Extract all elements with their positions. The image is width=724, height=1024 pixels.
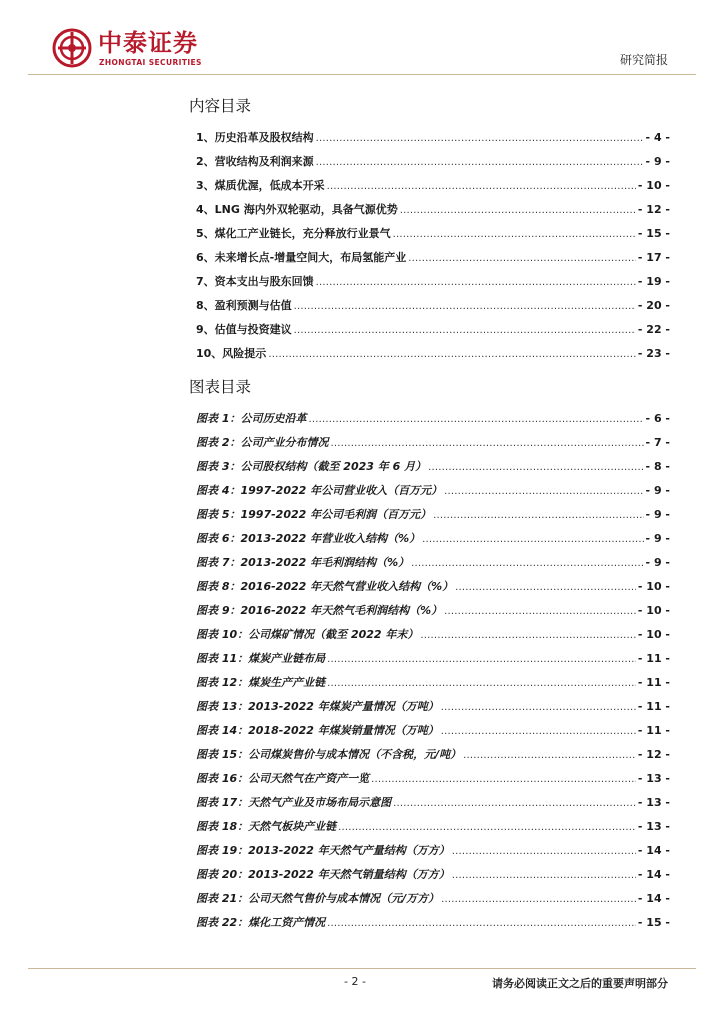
logo-english-name: ZHONGTAI SECURITIES bbox=[99, 58, 202, 67]
toc-leader-dots bbox=[400, 198, 636, 223]
toc-entry[interactable] bbox=[196, 791, 670, 815]
toc-entry-page: - 10 - bbox=[637, 179, 670, 192]
toc-entry[interactable] bbox=[196, 599, 670, 623]
company-logo bbox=[52, 28, 227, 72]
toc-leader-dots bbox=[455, 575, 636, 600]
toc-entry-label: 图表 2：公司产业分布情况 bbox=[196, 436, 329, 449]
toc-entry[interactable] bbox=[196, 246, 670, 270]
toc-entry-page: - 6 - bbox=[645, 412, 670, 425]
toc-leader-dots bbox=[327, 911, 636, 936]
toc-entry-label: 7、资本支出与股东回馈 bbox=[196, 275, 314, 288]
toc-leader-dots bbox=[371, 767, 636, 792]
toc-leader-dots bbox=[444, 599, 636, 624]
toc-entry-page: - 14 - bbox=[637, 868, 670, 881]
header-divider bbox=[28, 74, 696, 75]
toc-entry-label: 图表 19：2013-2022 年天然气产量结构（万方） bbox=[196, 844, 450, 857]
toc-leader-dots bbox=[408, 246, 636, 271]
toc-entry-page: - 22 - bbox=[637, 323, 670, 336]
toc-entry[interactable] bbox=[196, 527, 670, 551]
toc-entry-page: - 9 - bbox=[645, 556, 670, 569]
toc-leader-dots bbox=[441, 887, 636, 912]
toc-entry-label: 图表 22：煤化工资产情况 bbox=[196, 916, 326, 929]
toc-entry-page: - 11 - bbox=[637, 700, 670, 713]
toc-leader-dots bbox=[422, 527, 643, 552]
toc-entry-label: 图表 15：公司煤炭售价与成本情况（不含税，元/吨） bbox=[196, 748, 462, 761]
toc-leader-dots bbox=[308, 407, 643, 432]
toc-entry-label: 1、历史沿革及股权结构 bbox=[196, 131, 314, 144]
toc-leader-dots bbox=[393, 791, 636, 816]
toc-leader-dots bbox=[420, 623, 635, 648]
toc-leader-dots bbox=[316, 270, 636, 295]
toc-entry-page: - 14 - bbox=[637, 844, 670, 857]
toc-entry[interactable] bbox=[196, 455, 670, 479]
toc-entry-label: 6、未来增长点-增量空间大，布局氢能产业 bbox=[196, 251, 407, 264]
toc-entry-label: 图表 11：煤炭产业链布局 bbox=[196, 652, 326, 665]
toc-entry-page: - 11 - bbox=[637, 724, 670, 737]
toc-entry-page: - 9 - bbox=[645, 484, 670, 497]
footer-divider bbox=[28, 968, 696, 969]
toc-entry[interactable] bbox=[196, 767, 670, 791]
toc-entry-label: 图表 13：2013-2022 年煤炭产量情况（万吨） bbox=[196, 700, 439, 713]
toc-entry[interactable] bbox=[196, 551, 670, 575]
zhongtai-logo-icon bbox=[52, 28, 92, 68]
toc-entry-page: - 15 - bbox=[637, 227, 670, 240]
toc-entry[interactable] bbox=[196, 198, 670, 222]
toc-entry[interactable] bbox=[196, 126, 670, 150]
toc-leader-dots bbox=[433, 503, 643, 528]
toc-entry-label: 2、营收结构及利润来源 bbox=[196, 155, 314, 168]
toc-entry-page: - 11 - bbox=[637, 676, 670, 689]
toc-leader-dots bbox=[327, 671, 636, 696]
toc-leader-dots bbox=[316, 150, 644, 175]
disclaimer-note: 请务必阅读正文之后的重要声明部分 bbox=[492, 977, 668, 990]
toc-entry-label: 9、估值与投资建议 bbox=[196, 323, 292, 336]
toc-entry-label: 10、风险提示 bbox=[196, 347, 267, 360]
toc-entry-page: - 19 - bbox=[637, 275, 670, 288]
toc-entry-label: 3、煤质优渥，低成本开采 bbox=[196, 179, 325, 192]
toc-entry-page: - 9 - bbox=[645, 155, 670, 168]
toc-entry-label: 图表 6：2013-2022 年营业收入结构（%） bbox=[196, 532, 421, 545]
toc-entry[interactable] bbox=[196, 887, 670, 911]
toc-leader-dots bbox=[330, 431, 643, 456]
toc-entry-label: 4、LNG 海内外双轮驱动，具备气源优势 bbox=[196, 203, 398, 216]
toc-entry-page: - 9 - bbox=[645, 532, 670, 545]
toc-leader-dots bbox=[393, 222, 636, 247]
logo-chinese-name: 中泰证券 bbox=[98, 29, 198, 57]
toc-entry[interactable] bbox=[196, 815, 670, 839]
toc-entry-label: 图表 3：公司股权结构（截至 2023 年 6 月） bbox=[196, 460, 427, 473]
toc-leader-dots bbox=[463, 743, 636, 768]
toc-entry-label: 图表 17：天然气产业及市场布局示意图 bbox=[196, 796, 392, 809]
toc-entry[interactable] bbox=[196, 623, 670, 647]
toc-entry-label: 图表 7：2013-2022 年毛利润结构（%） bbox=[196, 556, 410, 569]
toc-entry-page: - 7 - bbox=[645, 436, 670, 449]
toc-entry[interactable] bbox=[196, 911, 670, 935]
toc-entry-label: 图表 5：1997-2022 年公司毛利润（百万元） bbox=[196, 508, 432, 521]
toc-entry-page: - 8 - bbox=[645, 460, 670, 473]
toc-entry-page: - 10 - bbox=[637, 604, 670, 617]
toc-leader-dots bbox=[327, 174, 636, 199]
toc-entry-page: - 10 - bbox=[637, 628, 670, 641]
toc-entry[interactable] bbox=[196, 863, 670, 887]
toc-entry[interactable] bbox=[196, 671, 670, 695]
toc-entry-label: 图表 18：天然气板块产业链 bbox=[196, 820, 337, 833]
toc-leader-dots bbox=[294, 294, 636, 319]
page-number: - 2 - bbox=[344, 975, 366, 988]
figures-list bbox=[196, 407, 670, 935]
toc-entry-label: 8、盈利预测与估值 bbox=[196, 299, 292, 312]
toc-entry[interactable] bbox=[196, 318, 670, 342]
toc-leader-dots bbox=[338, 815, 636, 840]
toc-entry-label: 图表 9：2016-2022 年天然气毛利润结构（%） bbox=[196, 604, 443, 617]
toc-entry-page: - 12 - bbox=[637, 748, 670, 761]
toc-entry-page: - 9 - bbox=[645, 508, 670, 521]
toc-entry-page: - 4 - bbox=[645, 131, 670, 144]
toc-leader-dots bbox=[428, 455, 643, 480]
figures-title: 图表目录 bbox=[189, 378, 252, 396]
contents-title: 内容目录 bbox=[189, 97, 252, 115]
toc-leader-dots bbox=[268, 342, 636, 367]
toc-entry[interactable] bbox=[196, 294, 670, 318]
toc-entry[interactable] bbox=[196, 222, 670, 246]
toc-entry-page: - 13 - bbox=[637, 820, 670, 833]
toc-leader-dots bbox=[452, 839, 636, 864]
toc-entry-page: - 14 - bbox=[637, 892, 670, 905]
toc-leader-dots bbox=[411, 551, 643, 576]
toc-entry[interactable] bbox=[196, 575, 670, 599]
toc-entry[interactable] bbox=[196, 839, 670, 863]
toc-entry-label: 图表 4：1997-2022 年公司营业收入（百万元） bbox=[196, 484, 443, 497]
toc-entry-page: - 12 - bbox=[637, 203, 670, 216]
toc-leader-dots bbox=[452, 863, 636, 888]
toc-entry-label: 图表 12：煤炭生产产业链 bbox=[196, 676, 326, 689]
toc-entry[interactable] bbox=[196, 174, 670, 198]
toc-leader-dots bbox=[444, 479, 643, 504]
toc-entry[interactable] bbox=[196, 695, 670, 719]
toc-entry-label: 图表 16：公司天然气在产资产一览 bbox=[196, 772, 370, 785]
toc-entry-page: - 15 - bbox=[637, 916, 670, 929]
toc-entry[interactable] bbox=[196, 503, 670, 527]
toc-entry[interactable] bbox=[196, 743, 670, 767]
toc-entry-label: 图表 14：2018-2022 年煤炭销量情况（万吨） bbox=[196, 724, 439, 737]
toc-entry[interactable] bbox=[196, 719, 670, 743]
toc-leader-dots bbox=[294, 318, 636, 343]
toc-entry-page: - 20 - bbox=[637, 299, 670, 312]
toc-entry-label: 图表 10：公司煤矿情况（截至 2022 年末） bbox=[196, 628, 419, 641]
toc-entry-page: - 11 - bbox=[637, 652, 670, 665]
toc-entry[interactable] bbox=[196, 407, 670, 431]
toc-entry[interactable] bbox=[196, 270, 670, 294]
toc-entry-page: - 13 - bbox=[637, 772, 670, 785]
toc-leader-dots bbox=[327, 647, 636, 672]
toc-entry-label: 图表 21：公司天然气售价与成本情况（元/万方） bbox=[196, 892, 440, 905]
toc-entry[interactable] bbox=[196, 647, 670, 671]
toc-entry[interactable] bbox=[196, 342, 670, 366]
toc-entry-label: 图表 1：公司历史沿革 bbox=[196, 412, 307, 425]
toc-entry-label: 图表 20：2013-2022 年天然气销量结构（万方） bbox=[196, 868, 450, 881]
toc-leader-dots bbox=[316, 126, 644, 151]
toc-entry-page: - 23 - bbox=[637, 347, 670, 360]
contents-list bbox=[196, 126, 670, 366]
toc-entry-page: - 17 - bbox=[637, 251, 670, 264]
toc-leader-dots bbox=[441, 719, 636, 744]
report-type-label: 研究简报 bbox=[619, 53, 668, 67]
toc-leader-dots bbox=[441, 695, 636, 720]
toc-entry[interactable] bbox=[196, 431, 670, 455]
toc-entry-label: 图表 8：2016-2022 年天然气营业收入结构（%） bbox=[196, 580, 454, 593]
toc-entry-page: - 13 - bbox=[637, 796, 670, 809]
toc-entry[interactable] bbox=[196, 479, 670, 503]
toc-entry-page: - 10 - bbox=[637, 580, 670, 593]
toc-entry-label: 5、煤化工产业链长，充分释放行业景气 bbox=[196, 227, 391, 240]
toc-entry[interactable] bbox=[196, 150, 670, 174]
